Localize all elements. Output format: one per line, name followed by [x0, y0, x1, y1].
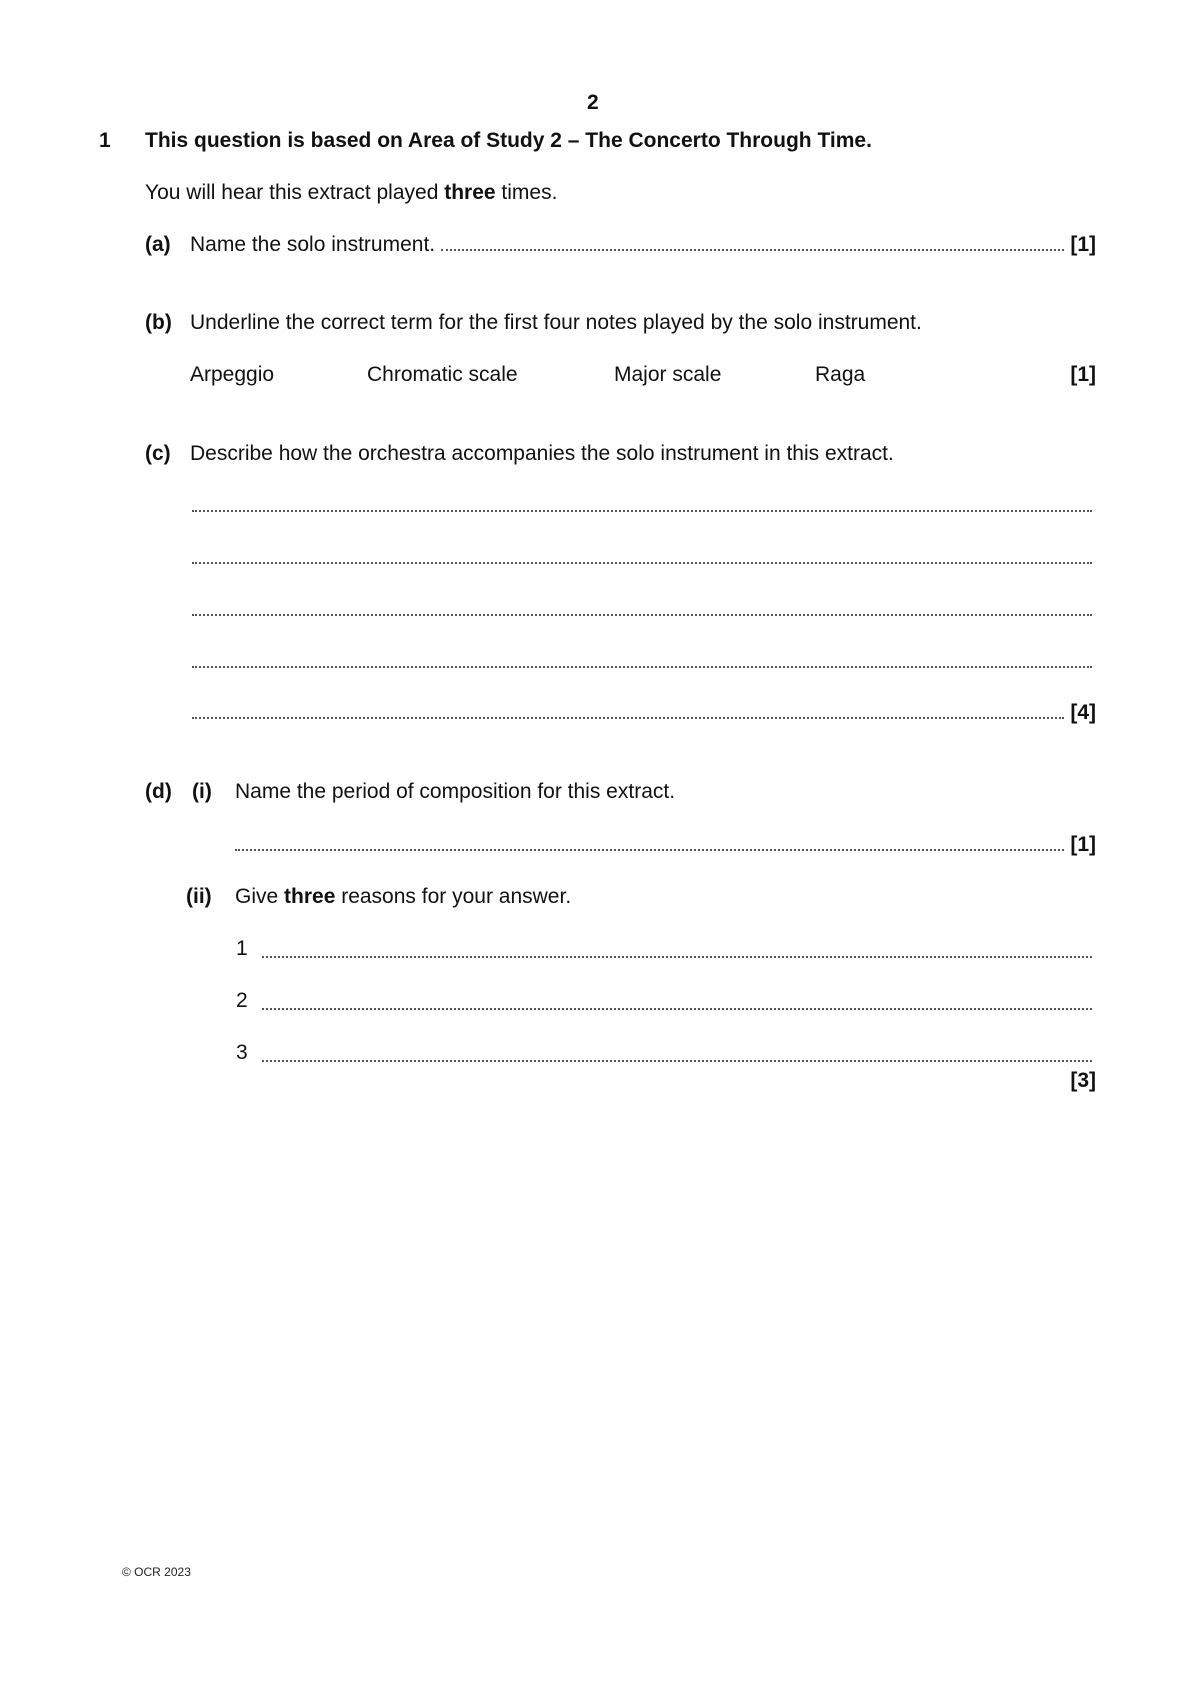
intro-text-before: You will hear this extract played [145, 181, 445, 204]
part-d-i-label: (i) [192, 780, 212, 803]
part-d-i-answer-line[interactable] [235, 849, 1064, 851]
option-arpeggio[interactable]: Arpeggio [190, 363, 275, 386]
part-a-text: Name the solo instrument. [190, 233, 436, 256]
part-c-label: (c) [145, 442, 171, 465]
part-a-answer-line[interactable] [441, 249, 1064, 251]
reason-answer-line-3[interactable] [262, 1060, 1092, 1062]
part-d-label: (d) [145, 780, 172, 803]
part-c-answer-line-2[interactable] [192, 562, 1092, 564]
copyright-footer: © OCR 2023 [122, 1565, 191, 1579]
intro-text-after: times. [495, 181, 558, 204]
part-d-ii-text [235, 886, 571, 907]
part-c-last-row [186, 702, 1096, 723]
part-d-ii-text-after: reasons for your answer. [335, 885, 572, 908]
question-title: This question is based on Area of Study 2 – The Concerto Through Time. [145, 129, 872, 152]
part-a-label: (a) [145, 233, 171, 256]
reason-number-1: 1 [236, 937, 248, 960]
part-c-answer-line-1[interactable] [192, 510, 1092, 512]
part-d-i-marks: [1] [1070, 833, 1096, 856]
part-d-ii-label: (ii) [186, 885, 212, 908]
part-b-marks: [1] [1070, 363, 1096, 386]
part-c-marks: [4] [1070, 701, 1096, 724]
part-c-text: Describe how the orchestra accompanies the solo instrument in this extract. [190, 442, 894, 465]
reason-answer-line-1[interactable] [262, 956, 1092, 958]
part-d-ii-text-bold: three [284, 885, 336, 908]
part-c-answer-line-4[interactable] [192, 666, 1092, 668]
intro-text-bold: three [444, 181, 496, 204]
question-intro [145, 182, 557, 203]
part-d-i-text: Name the period of composition for this extract. [235, 780, 676, 803]
part-c-answer-line-3[interactable] [192, 614, 1092, 616]
part-d-ii-marks: [3] [1070, 1069, 1096, 1092]
part-d-i-row [235, 834, 1096, 855]
option-major-scale[interactable]: Major scale [614, 363, 722, 386]
option-raga[interactable]: Raga [815, 363, 866, 386]
part-c-answer-line-5[interactable] [192, 717, 1064, 719]
reason-number-3: 3 [236, 1041, 248, 1064]
option-chromatic-scale[interactable]: Chromatic scale [367, 363, 518, 386]
page-number: 2 [587, 91, 599, 114]
part-a-marks: [1] [1070, 233, 1096, 256]
reason-answer-line-2[interactable] [262, 1008, 1092, 1010]
reason-number-2: 2 [236, 989, 248, 1012]
part-a-row [190, 234, 1096, 255]
part-d-ii-text-before: Give [235, 885, 285, 908]
question-number: 1 [99, 129, 111, 152]
part-b-text: Underline the correct term for the first four notes played by the solo instrument. [190, 311, 922, 334]
part-b-label: (b) [145, 311, 172, 334]
